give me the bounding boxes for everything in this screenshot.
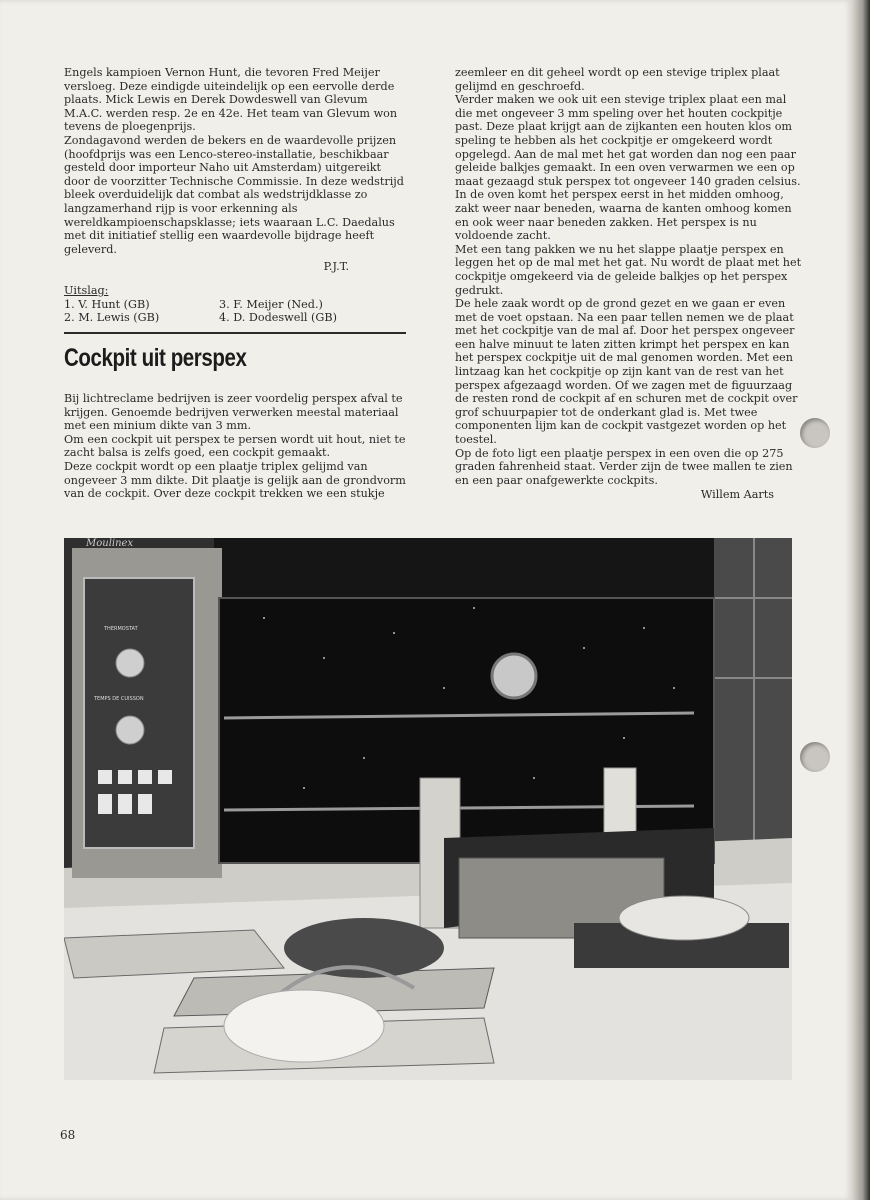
- article-author: Willem Aarts: [700, 488, 774, 501]
- page-number: 68: [60, 1128, 76, 1142]
- article-photo: [64, 538, 792, 1080]
- section-divider: [64, 332, 406, 334]
- article-title: Cockpit uit perspex: [64, 344, 247, 372]
- cockpit-mold: [619, 896, 749, 940]
- article-continued-column: [455, 66, 805, 487]
- page-edge: [852, 0, 870, 1200]
- paragraph: De hele zaak wordt op de grond gezet en we gaan er even met de voet opstaan. Na een paar tellen nemen we de plaat met het cockpitje van de mal af. Door het perspex ongeveer een halve minuut te laten zitten krimpt het perspex en kan het perspex cockpitje uit de mal genomen worden. Met een lintzaag kan het cockpitje op zijn kant van de rest van het perspex afgezaagd worden. Of we zagen met de figuurzaag de resten rond de cockpit af en schuren met de cockpit over grof schuurpapier tot de onderkant glad is. Met twee componenten lijm kan de cockpit vastgezet worden op het toestel.: [455, 297, 798, 447]
- perspex-sheet-reflection: [492, 654, 536, 698]
- cockpit-canopy: [224, 990, 384, 1062]
- dial-label: TEMPS DE CUISSON: [94, 696, 144, 702]
- dial-label: THERMOSTAT: [104, 626, 138, 632]
- article-intro: [64, 392, 414, 501]
- paragraph: Met een tang pakken we nu het slappe plaatje perspex en leggen het op de mal met het gat. Nu wordt de plaat met het cockpitje omgekeerd via de geleide balkjes op het perspex gedrukt.: [455, 242, 802, 297]
- results-label: Uitslag:: [64, 283, 109, 297]
- paragraph: Op de foto ligt een plaatje perspex in een oven die op 275 graden fahrenheid staat. Verder zijn de twee mallen te zien en een paar onafgewerkte cockpits.: [455, 446, 793, 487]
- thermostat-dial: [116, 649, 144, 677]
- paragraph: Zondagavond werden de bekers en de waardevolle prijzen (hoofdprijs was een Lenco-stereo-installatie, beschikbaar gesteld door importeur Naho uit Amsterdam) uitgereikt door de voorzitter Technische Commissie. In deze wedstrijd bleek overduidelijk dat combat als wedstrijdklasse zo langzamerhand rijp is voor erkenning als wereldkampioenschapsklasse; iets waaraan L.C. Daedalus met dit initiatief stellig een waardevolle bijdrage heeft geleverd.: [64, 133, 404, 256]
- result-item: 3. F. Meijer (Ned.): [219, 297, 323, 311]
- paragraph: Bij lichtreclame bedrijven is zeer voordelig perspex afval te krijgen. Genoemde bedrijven verwerken meestal materiaal met een minium dikte van 3 mm.: [64, 392, 403, 433]
- binder-hole: [800, 742, 830, 772]
- timer-dial: [116, 716, 144, 744]
- oven-brand-label: Moulinex: [86, 538, 134, 549]
- oven-photo-drawing: [64, 538, 792, 1080]
- paragraph: Om een cockpit uit perspex te persen wordt uit hout, niet te zacht balsa is zelfs goed, een cockpit gemaakt.: [64, 432, 406, 460]
- paragraph: Verder maken we ook uit een stevige triplex plaat een mal die met ongeveer 3 mm speling over het houten cockpitje past. Deze plaat krijgt aan de zijkanten een houten klos om speling te hebben als het cockpitje er omgekeerd wordt opgelegd. Aan de mal met het gat worden dan nog een paar geleide balkjes gemaakt. In een oven verwarmen we een op maat gezaagd stuk perspex tot ongeveer 140 graden celsius. In de oven komt het perspex eerst in het midden omhoog, zakt weer naar beneden, waarna de kanten omhoog komen en ook weer naar beneden zakken. Het perspex is nu voldoende zacht.: [455, 93, 801, 243]
- previous-article-column: [64, 66, 409, 325]
- paragraph: Engels kampioen Vernon Hunt, die tevoren Fred Meijer versloeg. Deze eindigde uiteindelijk op een eervolle derde plaats. Mick Lewis en Derek Dowdeswell van Glevum M.A.C. werden resp. 2e en 42e. Het team van Glevum won tevens de ploegenprijs.: [64, 66, 398, 134]
- results-list: [64, 298, 409, 325]
- paragraph: Deze cockpit wordt op een plaatje triplex gelijmd van ongeveer 3 mm dikte. Dit plaatje is gelijk aan de grondvorm van de cockpit. Over deze cockpit trekken we een stukje: [64, 459, 406, 501]
- binder-hole: [800, 418, 830, 448]
- result-item: 4. D. Dodeswell (GB): [219, 311, 337, 325]
- signature: P.J.T.: [323, 260, 349, 274]
- result-item: 2. M. Lewis (GB): [64, 311, 160, 325]
- result-item: 1. V. Hunt (GB): [64, 297, 150, 311]
- paragraph: zeemleer en dit geheel wordt op een stevige triplex plaat gelijmd en geschroefd.: [455, 66, 780, 93]
